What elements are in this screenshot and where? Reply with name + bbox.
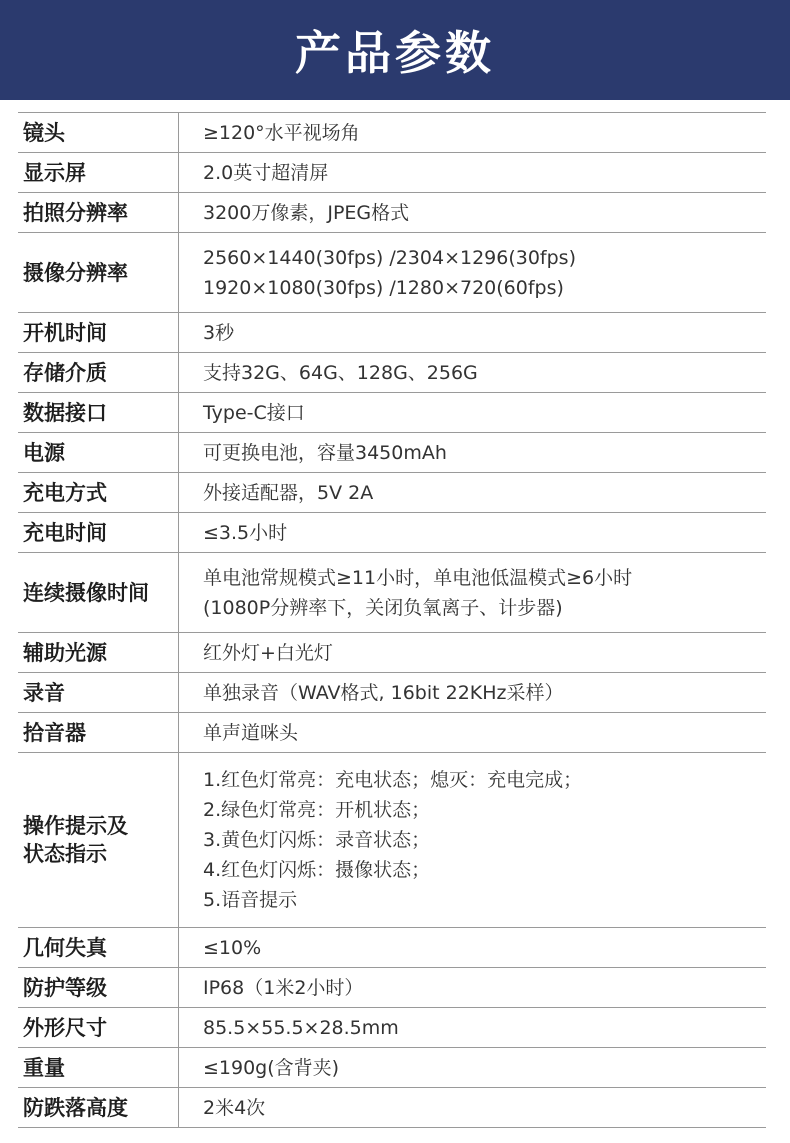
spec-value-line: ≥120°水平视场角 — [203, 121, 360, 144]
spec-label: 开机时间 — [18, 313, 179, 352]
spec-row — [18, 113, 766, 153]
spec-value — [179, 233, 766, 312]
spec-value — [179, 193, 766, 232]
spec-value-line: 单声道咪头 — [203, 721, 299, 744]
spec-row — [18, 393, 766, 433]
spec-value — [179, 393, 766, 432]
spec-value-line: 可更换电池，容量3450mAh — [203, 441, 447, 464]
spec-label: 存储介质 — [18, 353, 179, 392]
spec-row — [18, 313, 766, 353]
spec-value-line: 1.红色灯常亮：充电状态；熄灭：充电完成； — [203, 769, 583, 791]
spec-row — [18, 233, 766, 313]
spec-label: 显示屏 — [18, 153, 179, 192]
spec-value-line: ≤3.5小时 — [203, 521, 288, 544]
spec-row — [18, 1008, 766, 1048]
spec-value-line: 2米4次 — [203, 1096, 266, 1119]
spec-value — [179, 553, 766, 632]
spec-label: 充电时间 — [18, 513, 179, 552]
spec-value-line: 2.0英寸超清屏 — [203, 161, 329, 184]
spec-value-line: 5.语音提示 — [203, 889, 298, 911]
spec-value-line: 4.红色灯闪烁：摄像状态； — [203, 859, 431, 881]
spec-value-line: 3200万像素，JPEG格式 — [203, 201, 410, 224]
spec-value — [179, 673, 766, 712]
spec-value-line: 1920×1080(30fps) /1280×720(60fps) — [203, 276, 564, 299]
spec-value — [179, 1008, 766, 1047]
spec-label: 外形尺寸 — [18, 1008, 179, 1047]
spec-label: 充电方式 — [18, 473, 179, 512]
spec-value — [179, 473, 766, 512]
spec-label: 辅助光源 — [18, 633, 179, 672]
page-title: 产品参数 — [295, 26, 495, 80]
spec-row — [18, 713, 766, 753]
spec-value — [179, 153, 766, 192]
spec-row — [18, 433, 766, 473]
spec-row — [18, 473, 766, 513]
spec-value-line: 2560×1440(30fps) /2304×1296(30fps) — [203, 246, 576, 269]
spec-row — [18, 928, 766, 968]
spec-label: 摄像分辨率 — [18, 233, 179, 312]
spec-value-line: ≤10% — [203, 936, 262, 959]
spec-value — [179, 713, 766, 752]
spec-value — [179, 113, 766, 152]
spec-label: 连续摄像时间 — [18, 553, 179, 632]
spec-row — [18, 753, 766, 928]
spec-label: 数据接口 — [18, 393, 179, 432]
spec-value-line: 85.5×55.5×28.5mm — [203, 1016, 399, 1039]
spec-value-line: 红外灯+白光灯 — [203, 641, 333, 664]
spec-label: 录音 — [18, 673, 179, 712]
spec-value — [179, 513, 766, 552]
spec-value — [179, 928, 766, 967]
header-banner — [0, 0, 790, 100]
spec-value — [179, 753, 766, 927]
spec-value-line: 2.绿色灯常亮：开机状态； — [203, 799, 431, 821]
spec-value-line: 单电池常规模式≥11小时，单电池低温模式≥6小时 — [203, 566, 633, 589]
spec-value-line: 3.黄色灯闪烁：录音状态； — [203, 829, 431, 851]
spec-value-line: 支持32G、64G、128G、256G — [203, 361, 478, 384]
spec-value-line: 3秒 — [203, 321, 235, 344]
spec-label: 拍照分辨率 — [18, 193, 179, 232]
spec-row — [18, 1048, 766, 1088]
spec-label: 重量 — [18, 1048, 179, 1087]
spec-row — [18, 353, 766, 393]
spec-value-line: Type-C接口 — [203, 401, 305, 424]
spec-row — [18, 633, 766, 673]
spec-row — [18, 673, 766, 713]
spec-value-line: (1080P分辨率下，关闭负氧离子、计步器) — [203, 596, 563, 619]
spec-value — [179, 313, 766, 352]
spec-row — [18, 553, 766, 633]
spec-label: 镜头 — [18, 113, 179, 152]
spec-value — [179, 968, 766, 1007]
spec-row — [18, 193, 766, 233]
spec-label: 防跌落高度 — [18, 1088, 179, 1127]
spec-value — [179, 1088, 766, 1127]
spec-row — [18, 513, 766, 553]
spec-value — [179, 633, 766, 672]
spec-value-line: IP68（1米2小时） — [203, 976, 364, 999]
spec-value-line: 外接适配器，5V 2A — [203, 481, 374, 504]
spec-row — [18, 153, 766, 193]
spec-label: 电源 — [18, 433, 179, 472]
spec-row — [18, 1088, 766, 1128]
spec-value — [179, 433, 766, 472]
spec-row — [18, 968, 766, 1008]
spec-value — [179, 353, 766, 392]
spec-label: 防护等级 — [18, 968, 179, 1007]
spec-label: 操作提示及 状态指示 — [18, 753, 179, 927]
spec-label: 拾音器 — [18, 713, 179, 752]
spec-table — [18, 112, 766, 1128]
spec-value-line: 单独录音（WAV格式, 16bit 22KHz采样） — [203, 681, 564, 704]
spec-value — [179, 1048, 766, 1087]
spec-label: 几何失真 — [18, 928, 179, 967]
spec-value-line: ≤190g(含背夹) — [203, 1056, 340, 1079]
